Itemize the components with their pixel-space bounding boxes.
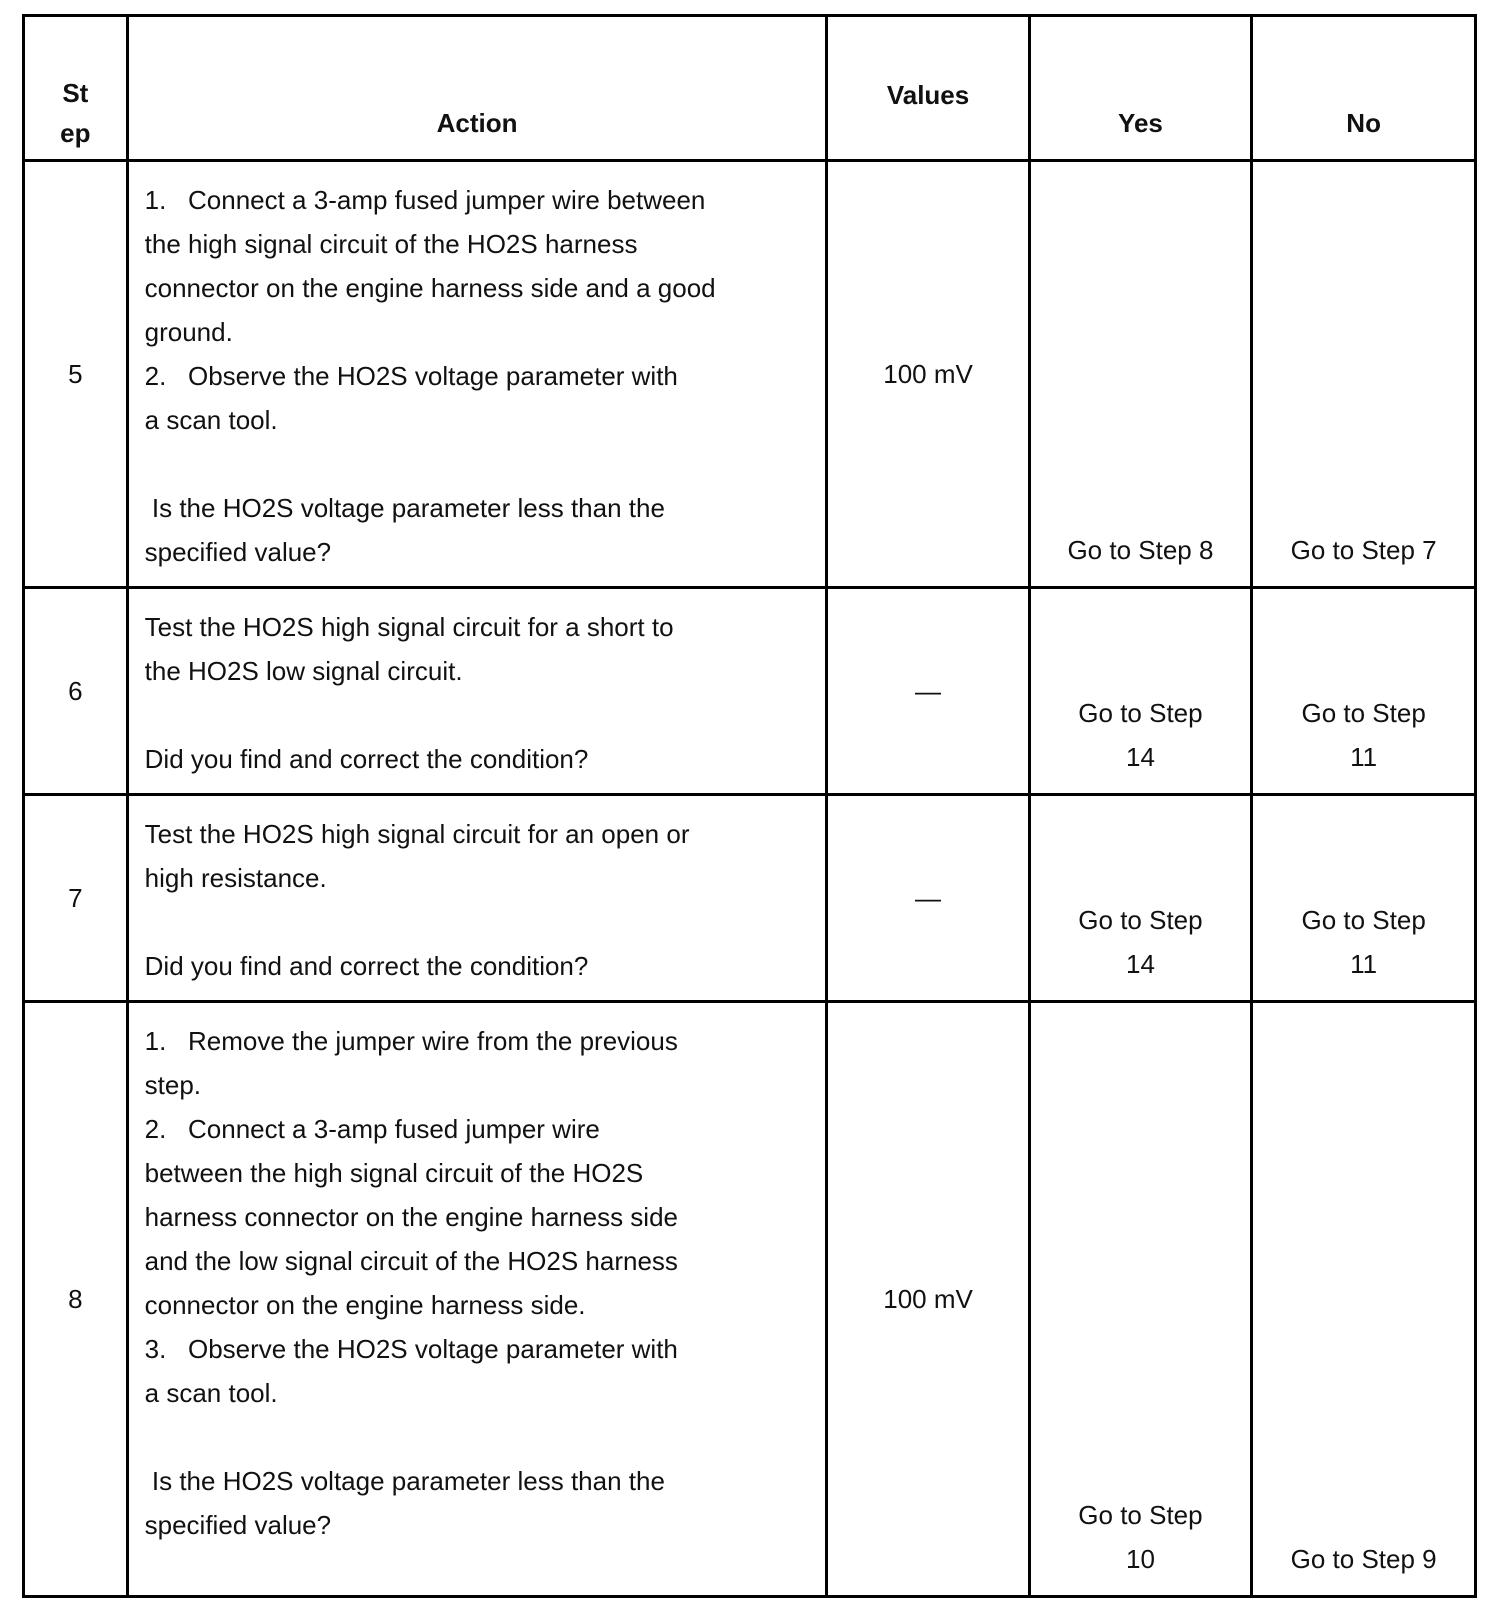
action-line: between the high signal circuit of the HO2S xyxy=(144,1158,644,1188)
action-line: 2. Observe the HO2S voltage parameter with xyxy=(144,361,678,391)
value-cell: 100 mV xyxy=(827,1002,1029,1597)
table-row xyxy=(24,795,1476,1002)
table-row xyxy=(24,1002,1476,1597)
yes-cell xyxy=(1029,161,1252,588)
action-line: Test the HO2S high signal circuit for a short to xyxy=(144,612,674,642)
action-spacer xyxy=(145,1415,766,1459)
action-cell xyxy=(127,588,827,795)
no-cell xyxy=(1252,1002,1476,1597)
no-target-line: Go to Step 9 xyxy=(1290,1544,1437,1574)
action-cell xyxy=(127,161,827,588)
table-row xyxy=(24,161,1476,588)
action-line: the HO2S low signal circuit. xyxy=(144,656,463,686)
header-step xyxy=(24,16,128,161)
yes-target-line: Go to Step xyxy=(1078,1500,1203,1530)
step-number: 5 xyxy=(24,161,128,588)
step-number: 6 xyxy=(24,588,128,795)
question-line: Is the HO2S voltage parameter less than the xyxy=(144,493,665,523)
action-line: 1. Remove the jumper wire from the previous xyxy=(144,1026,678,1056)
action-line: a scan tool. xyxy=(144,1378,278,1408)
header-action: Action xyxy=(127,16,827,161)
header-values: Values xyxy=(827,16,1029,161)
yes-target-line: 14 xyxy=(1125,742,1155,772)
step-number: 7 xyxy=(24,795,128,1002)
table-body xyxy=(24,161,1476,1597)
action-line: connector on the engine harness side and a good xyxy=(144,273,716,303)
yes-target-line: 14 xyxy=(1125,949,1155,979)
no-target-line: Go to Step 7 xyxy=(1290,535,1437,565)
header-step-line2: ep xyxy=(60,118,91,148)
no-cell xyxy=(1252,161,1476,588)
action-line: high resistance. xyxy=(144,863,327,893)
question-line: Did you find and correct the condition? xyxy=(144,951,589,981)
action-line: harness connector on the engine harness side xyxy=(144,1202,678,1232)
header-yes: Yes xyxy=(1029,16,1252,161)
action-line: and the low signal circuit of the HO2S harness xyxy=(144,1246,678,1276)
yes-cell xyxy=(1029,1002,1252,1597)
value-cell: 100 mV xyxy=(827,161,1029,588)
yes-target-line: Go to Step xyxy=(1078,698,1203,728)
header-no: No xyxy=(1252,16,1476,161)
action-spacer xyxy=(145,442,766,486)
question-line: Is the HO2S voltage parameter less than the xyxy=(144,1466,665,1496)
action-spacer xyxy=(145,900,766,944)
action-line: ground. xyxy=(144,317,233,347)
no-cell xyxy=(1252,588,1476,795)
yes-cell xyxy=(1029,795,1252,1002)
yes-target-line: Go to Step xyxy=(1078,905,1203,935)
yes-target-line: Go to Step 8 xyxy=(1067,535,1214,565)
action-line: step. xyxy=(144,1070,202,1100)
no-target-line: Go to Step xyxy=(1301,905,1426,935)
diagnostic-steps-table xyxy=(22,14,1477,1598)
question-line: specified value? xyxy=(144,1510,332,1540)
action-line: the high signal circuit of the HO2S harness xyxy=(144,229,638,259)
no-target-line: Go to Step xyxy=(1301,698,1426,728)
yes-cell xyxy=(1029,588,1252,795)
yes-target-line: 10 xyxy=(1125,1544,1155,1574)
question-line: Did you find and correct the condition? xyxy=(144,744,589,774)
action-spacer xyxy=(145,693,766,737)
no-target-line: 11 xyxy=(1350,949,1378,979)
action-line: connector on the engine harness side. xyxy=(144,1290,586,1320)
action-line: 3. Observe the HO2S voltage parameter with xyxy=(144,1334,678,1364)
action-cell xyxy=(127,795,827,1002)
table-row xyxy=(24,588,1476,795)
no-target-line: 11 xyxy=(1350,742,1378,772)
value-cell: — xyxy=(827,795,1029,1002)
action-line: 1. Connect a 3-amp fused jumper wire between xyxy=(144,185,706,215)
step-number: 8 xyxy=(24,1002,128,1597)
question-line: specified value? xyxy=(144,537,332,567)
action-line: Test the HO2S high signal circuit for an open or xyxy=(144,819,690,849)
header-step-line1: St xyxy=(62,78,89,108)
action-line: a scan tool. xyxy=(144,405,278,435)
diagnostic-table-document xyxy=(22,14,1477,1586)
action-line: 2. Connect a 3-amp fused jumper wire xyxy=(144,1114,600,1144)
no-cell xyxy=(1252,795,1476,1002)
value-cell: — xyxy=(827,588,1029,795)
action-cell xyxy=(127,1002,827,1597)
table-header-row xyxy=(24,16,1476,161)
